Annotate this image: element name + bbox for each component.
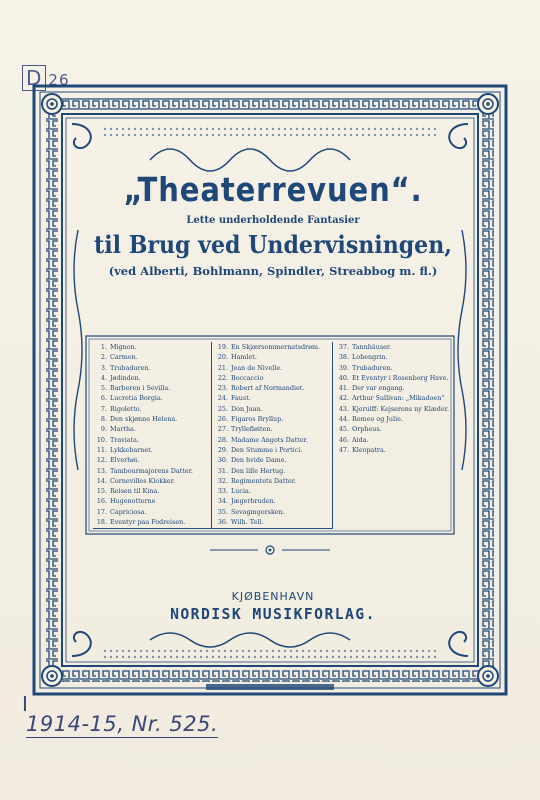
- corner-rosette-icon: [42, 94, 62, 114]
- index-column-1: [93, 342, 213, 527]
- item-number: 25.: [217, 404, 228, 413]
- list-item: [93, 445, 213, 455]
- item-title: Kleopatra.: [352, 445, 386, 454]
- item-number: 43.: [338, 404, 349, 413]
- list-item: [214, 393, 332, 403]
- corner-rosette-icon: [42, 666, 62, 686]
- item-title: Reisen til Kina.: [110, 487, 160, 496]
- item-number: 17.: [96, 507, 107, 516]
- list-item: [93, 476, 213, 486]
- subtitle-small: Lette underholdende Fantasier: [186, 215, 360, 226]
- item-title: Wilh. Tell.: [231, 518, 264, 527]
- page-title: „Theaterrevuen“.: [123, 170, 423, 209]
- list-item: [93, 383, 213, 393]
- list-item: [335, 404, 450, 414]
- item-number: 6.: [100, 394, 107, 403]
- list-item: [93, 507, 213, 517]
- list-item: [335, 363, 450, 373]
- item-title: Lohengrin.: [352, 353, 388, 362]
- item-title: Martha.: [110, 425, 136, 434]
- item-title: Jean de Nivelle.: [231, 363, 283, 372]
- list-item: [93, 424, 213, 434]
- item-number: 28.: [217, 435, 228, 444]
- item-number: 14.: [96, 476, 107, 485]
- list-item: [93, 363, 213, 373]
- shelf-mark-letter: D: [22, 65, 46, 91]
- item-number: 2.: [100, 353, 107, 362]
- list-item: [93, 466, 213, 476]
- accession-number: 1914-15, Nr. 525.: [26, 712, 219, 736]
- publisher-block: [74, 590, 472, 623]
- item-number: 32.: [217, 476, 228, 485]
- item-title: Figaros Bryllup.: [231, 415, 284, 424]
- item-number: 35.: [217, 507, 228, 516]
- item-title: Orpheus.: [352, 425, 382, 434]
- subtitle-large: til Brug ved Undervisningen,: [94, 230, 452, 259]
- item-number: 29.: [217, 445, 228, 454]
- item-title: Aida.: [352, 435, 369, 444]
- item-title: Tambourmajorens Datter.: [110, 466, 193, 475]
- divider-ornament-icon: [210, 546, 330, 554]
- item-number: 13.: [96, 466, 107, 475]
- item-number: 22.: [217, 373, 228, 382]
- item-number: 47.: [338, 445, 349, 454]
- list-item: [214, 507, 332, 517]
- item-title: Den hvide Dame.: [231, 456, 287, 465]
- list-item: [335, 373, 450, 383]
- list-item: [214, 424, 332, 434]
- accession-underline: [26, 737, 218, 738]
- item-title: Madame Angots Datter.: [231, 435, 308, 444]
- item-number: 31.: [217, 466, 228, 475]
- item-number: 39.: [338, 363, 349, 372]
- index-bottom-rule: [93, 528, 333, 529]
- list-item: [335, 393, 450, 403]
- title-block: [74, 170, 472, 278]
- contents-index: [93, 342, 448, 530]
- item-number: 12.: [96, 456, 107, 465]
- list-item: [335, 435, 450, 445]
- list-item: [214, 352, 332, 362]
- item-number: 16.: [96, 497, 107, 506]
- item-number: 21.: [217, 363, 228, 372]
- list-item: [214, 404, 332, 414]
- shelf-mark-number: 26: [48, 71, 70, 89]
- list-item: [214, 414, 332, 424]
- list-item: [214, 373, 332, 383]
- item-title: Jødinden.: [110, 373, 141, 382]
- item-number: 38.: [338, 353, 349, 362]
- item-number: 11.: [96, 445, 107, 454]
- list-item: [335, 352, 450, 362]
- publisher-city: KJØBENHAVN: [231, 590, 315, 603]
- list-item: [214, 383, 332, 393]
- list-item: [335, 424, 450, 434]
- item-title: En Skjærsommernatsdrøm.: [231, 343, 321, 351]
- item-title: Der var engang.: [352, 384, 405, 393]
- item-number: 9.: [100, 425, 107, 434]
- item-number: 15.: [96, 487, 107, 496]
- item-number: 24.: [217, 394, 228, 403]
- item-number: 19.: [217, 343, 228, 351]
- item-title: Lucretia Borgia.: [110, 394, 163, 403]
- item-number: 44.: [338, 415, 349, 424]
- list-item: [214, 435, 332, 445]
- item-title: Tannhäuser.: [352, 343, 392, 351]
- item-number: 23.: [217, 384, 228, 393]
- item-title: Kjerulff: Kejserens ny Klæder.: [352, 404, 450, 413]
- item-title: Rigoletto.: [110, 404, 142, 413]
- item-number: 26.: [217, 415, 228, 424]
- publisher-name: NORDISK MUSIKFORLAG.: [170, 605, 376, 623]
- index-column-2: [214, 342, 332, 527]
- corner-rosette-icon: [478, 666, 498, 686]
- list-item: [93, 517, 213, 527]
- item-number: 18.: [96, 518, 107, 527]
- list-item: [214, 486, 332, 496]
- list-item: [214, 445, 332, 455]
- item-title: Faust.: [231, 394, 251, 403]
- list-item: [335, 414, 450, 424]
- item-number: 7.: [100, 404, 107, 413]
- item-title: Den lille Hertug.: [231, 466, 286, 475]
- item-title: Cornevilles Klokker.: [110, 476, 176, 485]
- item-title: Lucia.: [231, 487, 251, 496]
- item-title: Traviata.: [110, 435, 140, 444]
- item-title: Tryllefløiten.: [231, 425, 273, 434]
- index-column-3: [335, 342, 450, 455]
- list-item: [93, 373, 213, 383]
- list-item: [335, 342, 450, 352]
- list-item: [93, 393, 213, 403]
- item-title: Lykkebarnet.: [110, 445, 153, 454]
- item-number: 37.: [338, 343, 349, 351]
- list-item: [214, 342, 332, 352]
- item-number: 40.: [338, 373, 349, 382]
- item-number: 10.: [96, 435, 107, 444]
- item-number: 42.: [338, 394, 349, 403]
- item-title: Trubaduren.: [352, 363, 393, 372]
- item-title: Jægerbruden.: [231, 497, 276, 506]
- item-title: Sevagmgersken.: [231, 507, 285, 516]
- list-item: [93, 435, 213, 445]
- item-title: Boccaccio: [231, 373, 264, 382]
- item-number: 46.: [338, 435, 349, 444]
- item-title: Romeo og Julie.: [352, 415, 403, 424]
- item-number: 20.: [217, 353, 228, 362]
- item-number: 27.: [217, 425, 228, 434]
- list-item: [335, 445, 450, 455]
- list-item: [93, 404, 213, 414]
- list-item: [93, 486, 213, 496]
- item-number: 36.: [217, 518, 228, 527]
- accession-note: [22, 692, 219, 736]
- list-item: [93, 352, 213, 362]
- item-title: Elverhøi.: [110, 456, 140, 465]
- list-item: [93, 414, 213, 424]
- column-divider: [211, 342, 212, 528]
- item-number: 45.: [338, 425, 349, 434]
- item-number: 30.: [217, 456, 228, 465]
- item-title: Arthur Sullivan: „Mikadoen“: [352, 394, 445, 403]
- corner-rosette-icon: [478, 94, 498, 114]
- item-title: Capriciosa.: [110, 507, 147, 516]
- item-title: Den skjønne Helena.: [110, 415, 178, 424]
- list-item: [214, 466, 332, 476]
- list-item: [93, 455, 213, 465]
- subtitle-composers: (ved Alberti, Bohlmann, Spindler, Streabbog m. fl.): [108, 264, 438, 278]
- list-item: [93, 342, 213, 352]
- list-item: [214, 476, 332, 486]
- column-divider: [332, 342, 333, 528]
- item-title: Mignon.: [110, 343, 137, 351]
- list-item: [214, 363, 332, 373]
- list-item: [335, 383, 450, 393]
- item-number: 8.: [100, 415, 107, 424]
- accession-mark: I: [22, 692, 29, 716]
- item-number: 1.: [100, 343, 107, 351]
- list-item: [214, 496, 332, 506]
- item-title: Hugenotterne: [110, 497, 156, 506]
- item-title: Barberen i Sevilla.: [110, 384, 171, 393]
- item-title: Carmen.: [110, 353, 138, 362]
- item-title: Trubaduren.: [110, 363, 151, 372]
- item-title: Robert af Normandiet.: [231, 384, 305, 393]
- item-title: Et Eventyr i Rosenborg Have.: [352, 373, 449, 382]
- item-number: 41.: [338, 384, 349, 393]
- list-item: [214, 455, 332, 465]
- item-number: 33.: [217, 487, 228, 496]
- list-item: [214, 517, 332, 527]
- item-title: Eventyr paa Fodreisen.: [110, 518, 186, 527]
- item-number: 34.: [217, 497, 228, 506]
- item-number: 3.: [100, 363, 107, 372]
- list-item: [93, 496, 213, 506]
- item-title: Hamlet.: [231, 353, 257, 362]
- item-title: Don Juan.: [231, 404, 263, 413]
- item-number: 4.: [100, 373, 107, 382]
- item-title: Regimentets Datter.: [231, 476, 297, 485]
- item-number: 5.: [100, 384, 107, 393]
- item-title: Den Stumme i Portici.: [231, 445, 303, 454]
